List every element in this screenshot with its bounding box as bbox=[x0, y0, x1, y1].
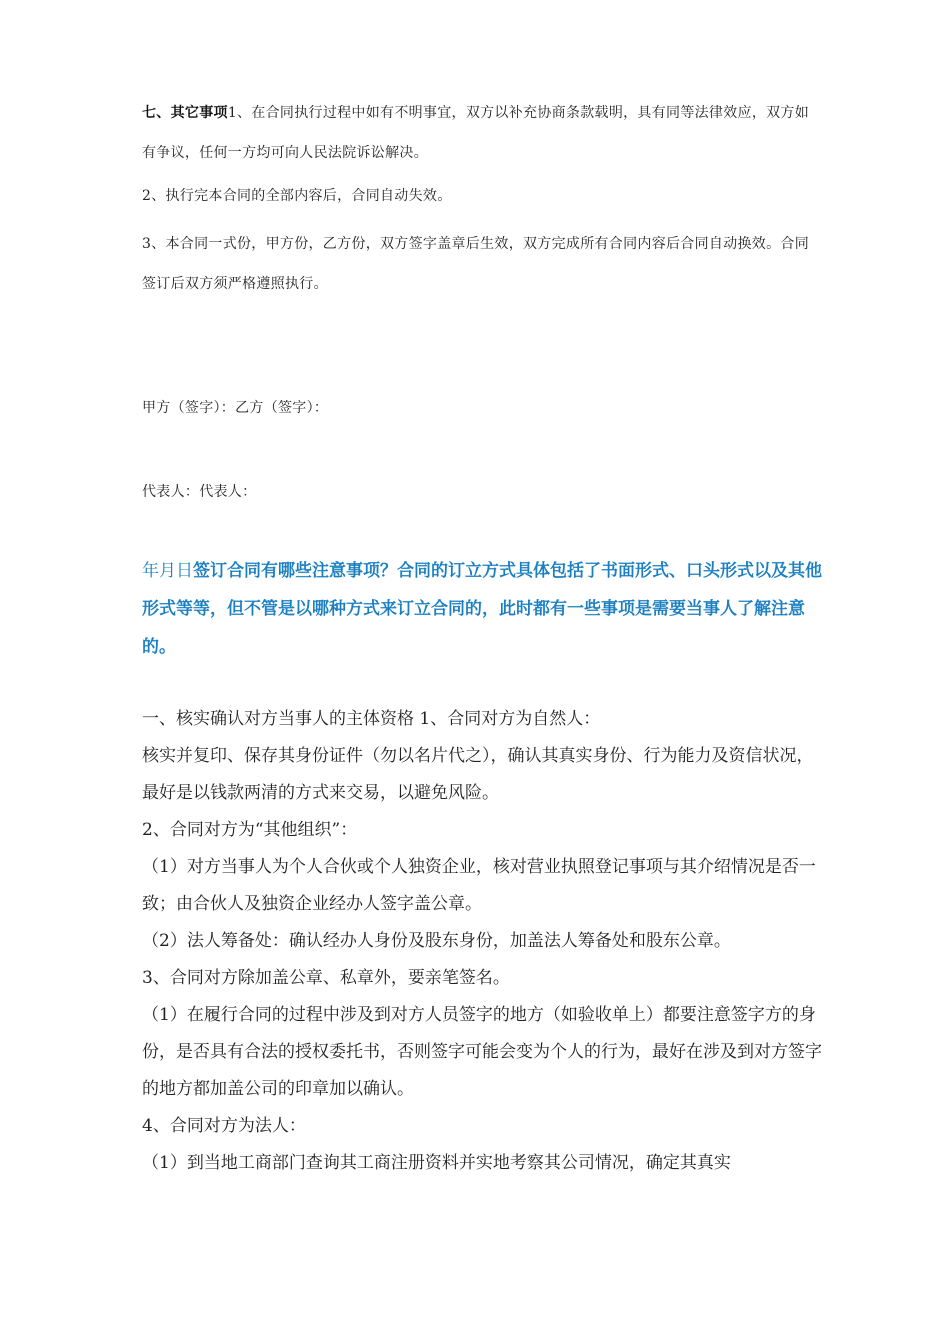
section7-item1 bbox=[142, 93, 822, 173]
section7-item3: 3、本合同一式份，甲方份，乙方份，双方签字盖章后生效，双方完成所有合同内容后合同自动换效。合同签订后双方须严格遵照执行。 bbox=[142, 236, 810, 292]
content-paragraph: （1）到当地工商部门查询其工商注册资料并实地考察其公司情况，确定其真实 bbox=[142, 1153, 731, 1173]
article-title-text: 签订合同有哪些注意事项？合同的订立方式具体包括了书面形式、口头形式以及其他形式等等，但不管是以哪种方式来订立合同的，此时都有一些事项是需要当事人了解注意的。 bbox=[142, 561, 822, 657]
section7-item2: 2、执行完本合同的全部内容后，合同自动失效。 bbox=[142, 188, 452, 204]
content-paragraph: （1）对方当事人为个人合伙或个人独资企业，核对营业执照登记事项与其介绍情况是否一致；由合伙人及独资企业经办人签字盖公章。 bbox=[142, 857, 816, 914]
content-paragraph: 核实并复印、保存其身份证件（勿以名片代之），确认其真实身份、行为能力及资信状况，最好是以钱款两清的方式来交易，以避免风险。 bbox=[142, 746, 814, 803]
content-paragraph: 2、合同对方为“其他组织”： bbox=[142, 820, 358, 840]
section7-item1-text: 1、在合同执行过程中如有不明事宜，双方以补充协商条款载明，具有同等法律效应，双方如有争议，任何一方均可向人民法院诉讼解决。 bbox=[142, 105, 810, 161]
content-paragraph: 3、合同对方除加盖公章、私章外，要亲笔签名。 bbox=[142, 968, 510, 988]
signature-representatives: 代表人：代表人： bbox=[142, 484, 257, 500]
content-paragraph: 4、合同对方为法人： bbox=[142, 1116, 306, 1136]
content-paragraph: （2）法人筹备处：确认经办人身份及股东身份，加盖法人筹备处和股东公章。 bbox=[142, 931, 731, 951]
section7-heading: 七、其它事项 bbox=[142, 105, 228, 121]
content-paragraph: 一、核实确认对方当事人的主体资格 1、合同对方为自然人： bbox=[142, 709, 601, 729]
signature-parties: 甲方（签字）：乙方（签字）： bbox=[142, 400, 329, 416]
content-paragraph: （1）在履行合同的过程中涉及到对方人员签字的地方（如验收单上）都要注意签字方的身份，是否具有合法的授权委托书，否则签字可能会变为个人的行为，最好在涉及到对方签字的地方都加盖公司的印章加以确认。 bbox=[142, 1005, 822, 1099]
article-content bbox=[142, 701, 822, 1182]
date-prefix: 年月日 bbox=[142, 561, 193, 581]
article-title bbox=[142, 552, 822, 666]
